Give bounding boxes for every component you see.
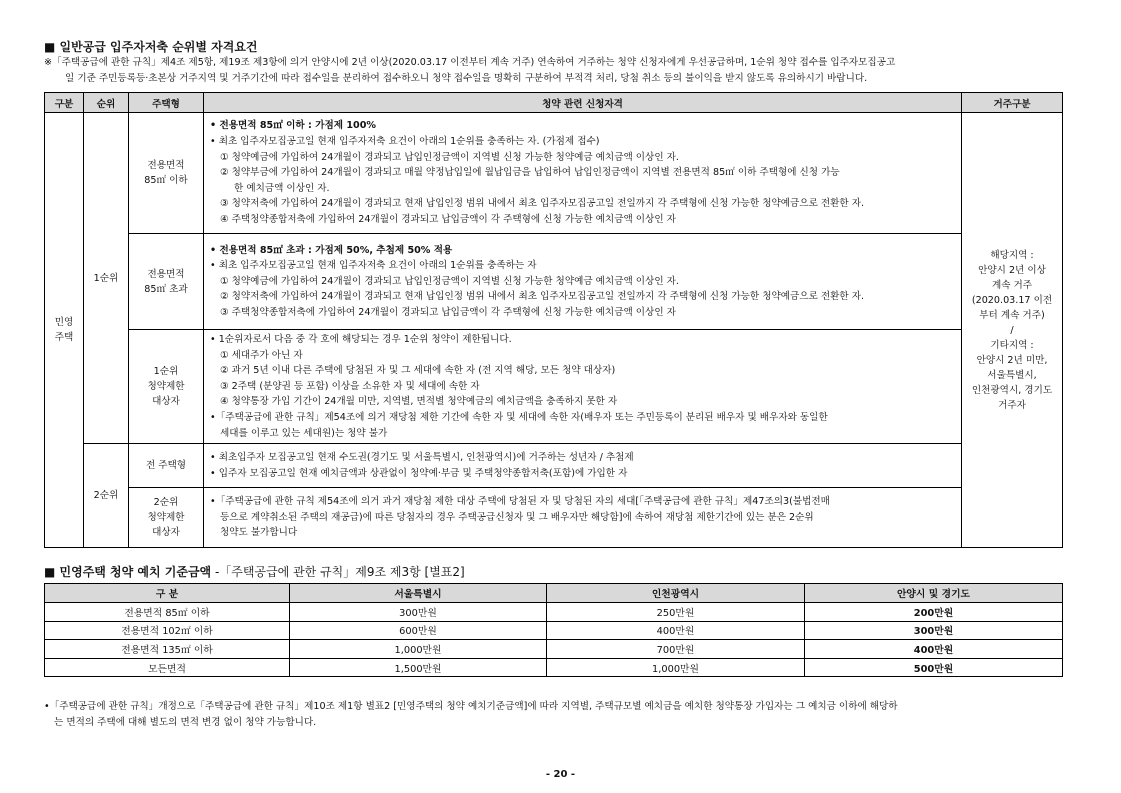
qualification-line: • 최초 입주자모집공고일 현재 입주자저축 요건이 아래의 1순위를 충족하는 자 bbox=[210, 260, 537, 272]
housing-type-cell: 전용면적 85㎡ 이하 bbox=[129, 113, 204, 234]
qualification-line: ② 청약부금에 가입하여 24개월이 경과되고 매월 약정납입일에 월납입금을 납입하여 납입인정금액이 지역별 전용면적 85㎡ 이하 주택형에 신청 가능 bbox=[220, 167, 840, 179]
header-residence: 거주구분 bbox=[962, 93, 1063, 113]
qualification-line: ④ 주택청약종합저축에 가입하여 24개월이 경과되고 납입금액이 각 주택형에 신청 가능한 예치금액 이상인 자 bbox=[220, 213, 676, 225]
header-qualification: 청약 관련 신청자격 bbox=[204, 93, 962, 113]
section2-title-sub: -「주택공급에 관한 규칙」제9조 제3항 [별표2] bbox=[211, 565, 465, 579]
deposit-incheon: 700만원 bbox=[547, 640, 805, 659]
deposit-header-seoul: 서울특별시 bbox=[290, 584, 547, 603]
deposit-incheon: 250만원 bbox=[547, 603, 805, 622]
deposit-header-anyang: 안양시 및 경기도 bbox=[805, 584, 1063, 603]
deposit-area: 전용면적 135㎡ 이하 bbox=[45, 640, 290, 659]
qualification-cell bbox=[204, 234, 962, 330]
table-row bbox=[45, 658, 1063, 677]
section1-note-line1: ※「주택공급에 관한 규칙」제4조 제5항, 제19조 제3항에 의거 안양시에 2년 이상(2020.03.17 이전부터 계속 거주) 연속하여 거주하는 청약 신청자에게 우선공급하며, 1순위 청약 접수를 입주자모집공고 bbox=[44, 57, 896, 68]
section2-title bbox=[44, 563, 465, 580]
table-row bbox=[45, 330, 1063, 444]
deposit-seoul: 300만원 bbox=[290, 603, 547, 622]
qualification-line: ① 청약예금에 가입하여 24개월이 경과되고 납입인정금액이 지역별 신청 가능한 청약예금 예치금액 이상인 자. bbox=[220, 275, 679, 287]
qualification-cell bbox=[204, 444, 962, 488]
qualification-line: ④ 청약통장 가입 기간이 24개월 미만, 지역별, 면적별 청약예금의 예치금액을 충족하지 못한 자 bbox=[220, 396, 618, 408]
qualification-cell bbox=[204, 330, 962, 444]
qualification-line: • 최초입주자 모집공고일 현재 수도권(경기도 및 서울특별시, 인천광역시)에 거주하는 성년자 / 추첨제 bbox=[210, 452, 634, 464]
qualification-line: 세대를 이루고 있는 세대원)는 청약 불가 bbox=[220, 427, 388, 439]
deposit-anyang: 400만원 bbox=[805, 640, 1063, 659]
qualification-line: 한 예치금액 이상인 자. bbox=[234, 182, 330, 194]
table-row bbox=[45, 444, 1063, 488]
qualification-line: ③ 청약저축에 가입하여 24개월이 경과되고 현재 납입인정 범위 내에서 최초 입주자모집공고일 전일까지 각 주택형에 신청 가능한 청약예금으로 전환한 자. bbox=[220, 198, 865, 210]
eligibility-header-row bbox=[45, 93, 1063, 113]
housing-type-cell: 2순위 청약제한 대상자 bbox=[129, 488, 204, 548]
deposit-incheon: 400만원 bbox=[547, 621, 805, 640]
housing-type-cell: 전 주택형 bbox=[129, 444, 204, 488]
qualification-line: • 입주자 모집공고일 현재 예치금액과 상관없이 청약예·부금 및 주택청약종합저축(포함)에 가입한 자 bbox=[210, 467, 628, 479]
qualification-line: ③ 주택청약종합저축에 가입하여 24개월이 경과되고 납입금액이 각 주택형에 신청 가능한 예치금액 이상인 자 bbox=[220, 306, 676, 318]
qualification-line: • 최초 입주자모집공고일 현재 입주자저축 요건이 아래의 1순위를 충족하는 자. (가점제 접수) bbox=[210, 136, 600, 148]
table-row bbox=[45, 488, 1063, 548]
qualification-line: • 1순위자로서 다음 중 각 호에 해당되는 경우 1순위 청약이 제한됩니다. bbox=[210, 334, 512, 345]
qualification-line: ① 세대주가 아닌 자 bbox=[220, 349, 303, 361]
deposit-header-category: 구 분 bbox=[45, 584, 290, 603]
qualification-line: 청약도 불가합니다 bbox=[220, 527, 298, 539]
deposit-header-incheon: 인천광역시 bbox=[547, 584, 805, 603]
deposit-area: 전용면적 102㎡ 이하 bbox=[45, 621, 290, 640]
qualification-line: ① 청약예금에 가입하여 24개월이 경과되고 납입인정금액이 지역별 신청 가능한 청약예금 예치금액 이상인 자. bbox=[220, 151, 679, 163]
deposit-seoul: 600만원 bbox=[290, 621, 547, 640]
deposit-seoul: 1,000만원 bbox=[290, 640, 547, 659]
qualification-line: •「주택공급에 관한 규칙」제54조에 의거 재당첨 제한 기간에 속한 자 및 세대에 속한 자(배우자 또는 주민등록이 분리된 배우자 및 배우자와 동일한 bbox=[210, 411, 828, 423]
table-row bbox=[45, 621, 1063, 640]
qualification-cell bbox=[204, 488, 962, 548]
qualification-line: • 전용면적 85㎡ 이하 : 가점제 100% bbox=[210, 120, 376, 132]
category-cell: 민영 주택 bbox=[45, 113, 84, 548]
section1-note-line2: 일 기준 주민등록등·초본상 거주지역 및 거주기간에 따라 접수일을 분리하여 접수하오니 청약 접수일을 명확히 구분하여 부적격 처리, 당첨 취소 등의 불이익을 받지 않도록 유의하시기 바랍니다. bbox=[65, 73, 868, 84]
qualification-line: •「주택공급에 관한 규칙 제54조에 의거 과거 재당첨 제한 대상 주택에 당첨된 자 및 당첨된 자의 세대[「주택공급에 관한 규칙」제47조의3(불법전매 bbox=[210, 496, 830, 508]
housing-type-cell: 전용면적 85㎡ 초과 bbox=[129, 234, 204, 330]
header-housing-type: 주택형 bbox=[129, 93, 204, 113]
deposit-header-row bbox=[45, 584, 1063, 603]
header-category: 구분 bbox=[45, 93, 84, 113]
deposit-anyang: 200만원 bbox=[805, 603, 1063, 622]
table-row bbox=[45, 234, 1063, 330]
page-number: - 20 - bbox=[545, 769, 576, 780]
section2-title-main: ■ 민영주택 청약 예치 기준금액 bbox=[44, 565, 212, 579]
deposit-anyang: 500만원 bbox=[805, 658, 1063, 677]
deposit-incheon: 1,000만원 bbox=[547, 658, 805, 677]
qualification-line: • 전용면적 85㎡ 초과 : 가점제 50%, 추첨제 50% 적용 bbox=[210, 244, 453, 256]
deposit-area: 모든면적 bbox=[45, 658, 290, 677]
header-rank: 순위 bbox=[84, 93, 129, 113]
deposit-seoul: 1,500만원 bbox=[290, 658, 547, 677]
residence-cell: 해당지역 : 안양시 2년 이상 계속 거주 (2020.03.17 이전 부터 계속 거주) / 기타지역 : 안양시 2년 미만, 서울특별시, 인천광역시, 경기도 거주자 bbox=[962, 113, 1063, 548]
qualification-line: ③ 2주택 (분양권 등 포함) 이상을 소유한 자 및 세대에 속한 자 bbox=[220, 380, 480, 392]
footnote-line1: •「주택공급에 관한 규칙」개정으로「주택공급에 관한 규칙」제10조 제1항 별표2 [민영주택의 청약 예치기준금액]에 따라 지역별, 주택규모별 예치금을 예치한 청약통장 가입자는 그 예치금 이하에 해당하 bbox=[44, 701, 898, 712]
qualification-line: ② 과거 5년 이내 다른 주택에 당첨된 자 및 그 세대에 속한 자 (전 지역 해당, 모든 청약 대상자) bbox=[220, 365, 616, 377]
housing-type-cell: 1순위 청약제한 대상자 bbox=[129, 330, 204, 444]
rank1-cell: 1순위 bbox=[84, 113, 129, 444]
table-row bbox=[45, 113, 1063, 234]
qualification-line: 등으로 계약취소된 주택의 재공급)에 따른 당첨자의 경우 주택공급신청자 및 그 배우자만 해당함]에 속하여 재당첨 제한기간에 있는 분은 2순위 bbox=[220, 511, 814, 523]
deposit-area: 전용면적 85㎡ 이하 bbox=[45, 603, 290, 622]
table-row bbox=[45, 640, 1063, 659]
section1-title: ■ 일반공급 입주자저축 순위별 자격요건 bbox=[44, 40, 258, 54]
eligibility-table bbox=[44, 92, 1063, 548]
rank2-cell: 2순위 bbox=[84, 444, 129, 548]
qualification-line: ② 청약저축에 가입하여 24개월이 경과되고 현재 납입인정 범위 내에서 최초 입주자모집공고일 전일까지 각 주택형에 신청 가능한 청약예금으로 전환한 자. bbox=[220, 291, 865, 303]
table-row bbox=[45, 603, 1063, 622]
qualification-cell bbox=[204, 113, 962, 234]
footnote-line2: 는 면적의 주택에 대해 별도의 면적 변경 없이 청약 가능합니다. bbox=[54, 717, 317, 728]
deposit-anyang: 300만원 bbox=[805, 621, 1063, 640]
deposit-table bbox=[44, 583, 1063, 677]
